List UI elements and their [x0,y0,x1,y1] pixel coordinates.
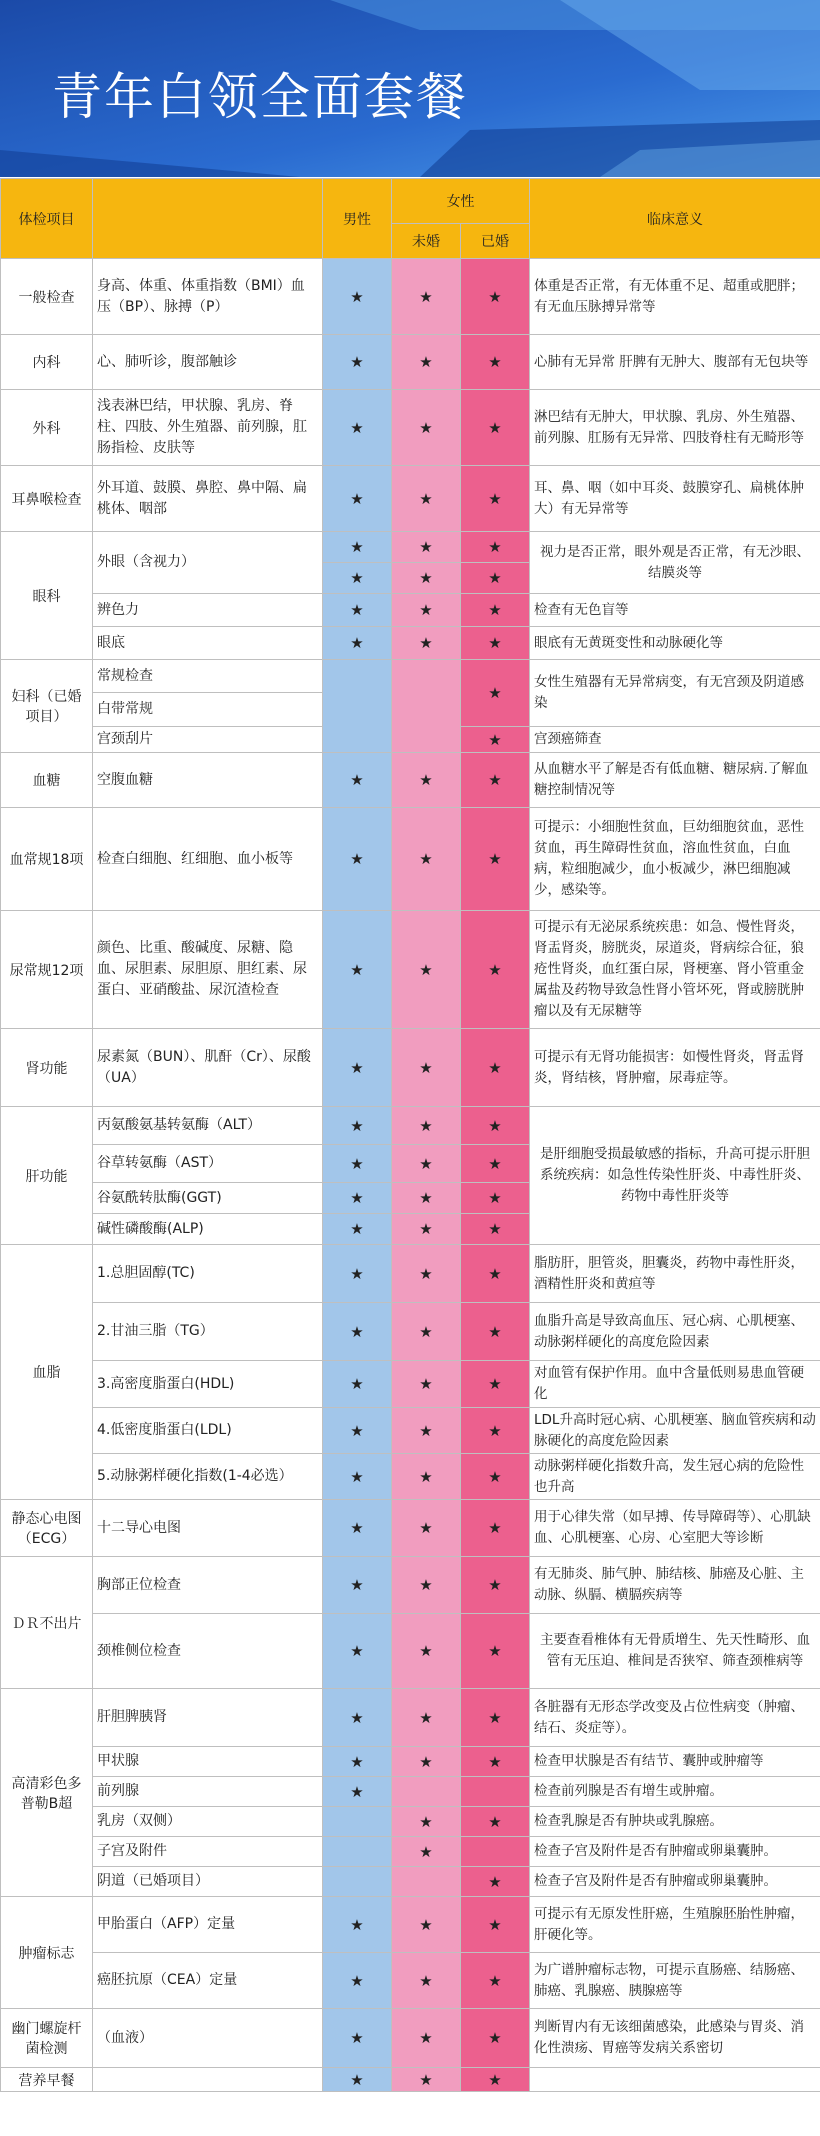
item-cell: 甲状腺 [93,1747,323,1777]
header-male: 男性 [323,179,392,259]
male-mark: ★ [323,259,392,335]
category-cell: 肝功能 [1,1107,93,1245]
unmarried-mark: ★ [392,1408,461,1454]
table-row [1,1867,820,1897]
header-item-blank [93,179,323,259]
male-empty [323,1837,392,1867]
item-cell: 4.低密度脂蛋白(LDL) [93,1408,323,1454]
table-row [1,1557,820,1614]
category-cell: 静态心电图（ECG） [1,1500,93,1557]
significance-cell: 判断胃内有无该细菌感染，此感染与胃炎、消化性溃疡、胃癌等发病关系密切 [530,2009,820,2068]
male-mark: ★ [323,1953,392,2009]
significance-cell [530,2068,820,2092]
male-mark: ★ [323,1303,392,1361]
male-mark: ★ [323,1361,392,1408]
unmarried-mark: ★ [392,466,461,532]
category-cell: 肿瘤标志 [1,1897,93,2009]
unmarried-mark: ★ [392,1807,461,1837]
significance-cell: 检查前列腺是否有增生或肿瘤。 [530,1777,820,1807]
significance-cell: 宫颈癌筛查 [530,727,820,753]
page-title: 青年白领全面套餐 [52,68,468,126]
table-row [1,1454,820,1500]
male-mark: ★ [323,1029,392,1107]
male-mark: ★ [323,1557,392,1614]
married-mark: ★ [461,1408,530,1454]
item-cell: 身高、体重、体重指数（BMI）血压（BP）、脉搏（P） [93,259,323,335]
married-mark: ★ [461,335,530,390]
table-row [1,808,820,911]
category-cell: 内科 [1,335,93,390]
header-item: 体检项目 [1,179,93,259]
significance-cell: 各脏器有无形态学改变及占位性病变（肿瘤、结石、炎症等）。 [530,1689,820,1747]
married-mark: ★ [461,1145,530,1183]
item-cell: 碱性磷酸酶(ALP) [93,1214,323,1245]
header-married: 已婚 [461,224,530,259]
category-cell: 外科 [1,390,93,466]
unmarried-empty [392,1867,461,1897]
married-mark: ★ [461,660,530,727]
married-mark: ★ [461,1807,530,1837]
male-mark: ★ [323,1454,392,1500]
male-mark: ★ [323,335,392,390]
header-banner [0,0,820,177]
significance-cell: 检查甲状腺是否有结节、囊肿或肿瘤等 [530,1747,820,1777]
married-mark: ★ [461,753,530,808]
male-mark: ★ [323,1183,392,1214]
male-empty [323,1807,392,1837]
table-row [1,627,820,660]
item-cell: 颈椎侧位检查 [93,1614,323,1689]
married-mark: ★ [461,1214,530,1245]
male-mark: ★ [323,390,392,466]
significance-cell: 淋巴结有无肿大，甲状腺、乳房、外生殖器、前列腺、肛肠有无异常、四肢脊柱有无畸形等 [530,390,820,466]
married-mark: ★ [461,532,530,563]
table-row [1,2009,820,2068]
unmarried-mark: ★ [392,1614,461,1689]
married-mark: ★ [461,1454,530,1500]
category-cell: 耳鼻喉检查 [1,466,93,532]
item-cell: 子宫及附件 [93,1837,323,1867]
significance-cell: 心肺有无异常 肝脾有无肿大、腹部有无包块等 [530,335,820,390]
significance-cell: 女性生殖器有无异常病变，有无宫颈及阴道感染 [530,660,820,727]
unmarried-mark: ★ [392,532,461,563]
unmarried-mark: ★ [392,259,461,335]
male-mark: ★ [323,563,392,594]
unmarried-mark: ★ [392,2009,461,2068]
unmarried-mark: ★ [392,1897,461,1953]
unmarried-empty [392,1777,461,1807]
item-cell: 3.高密度脂蛋白(HDL) [93,1361,323,1408]
married-mark: ★ [461,1107,530,1145]
unmarried-mark: ★ [392,1107,461,1145]
significance-cell: 检查有无色盲等 [530,594,820,627]
significance-cell: 用于心律失常（如早搏、传导障碍等）、心肌缺血、心肌梗塞、心房、心室肥大等诊断 [530,1500,820,1557]
male-mark: ★ [323,1747,392,1777]
item-cell: 辨色力 [93,594,323,627]
item-cell: 十二导心电图 [93,1500,323,1557]
item-cell: 胸部正位检查 [93,1557,323,1614]
unmarried-mark: ★ [392,1953,461,2009]
item-cell [93,2068,323,2092]
married-mark: ★ [461,466,530,532]
unmarried-mark: ★ [392,594,461,627]
significance-cell: 眼底有无黄斑变性和动脉硬化等 [530,627,820,660]
category-cell: 一般检查 [1,259,93,335]
table-row [1,1837,820,1867]
male-mark: ★ [323,2068,392,2092]
married-mark: ★ [461,627,530,660]
male-mark: ★ [323,627,392,660]
significance-cell: 耳、鼻、咽（如中耳炎、鼓膜穿孔、扁桃体肿大）有无异常等 [530,466,820,532]
checkup-table [0,178,820,2092]
significance-cell: 检查乳腺是否有肿块或乳腺癌。 [530,1807,820,1837]
male-mark: ★ [323,753,392,808]
category-cell: 血脂 [1,1245,93,1500]
header-row [1,179,820,224]
table-row [1,1953,820,2009]
married-mark: ★ [461,1361,530,1408]
unmarried-mark: ★ [392,753,461,808]
category-cell: 高清彩色多普勒B超 [1,1689,93,1897]
header-significance: 临床意义 [530,179,820,259]
significance-cell: 为广谱肿瘤标志物，可提示直肠癌、结肠癌、肺癌、乳腺癌、胰腺癌等 [530,1953,820,2009]
married-mark: ★ [461,1867,530,1897]
table-row [1,594,820,627]
male-mark: ★ [323,594,392,627]
married-mark: ★ [461,1689,530,1747]
item-cell: 甲胎蛋白（AFP）定量 [93,1897,323,1953]
married-mark: ★ [461,727,530,753]
unmarried-mark: ★ [392,1361,461,1408]
table-row [1,1245,820,1303]
category-cell: 血常规18项 [1,808,93,911]
table-row [1,1408,820,1454]
significance-cell: 体重是否正常，有无体重不足、超重或肥胖；有无血压脉搏异常等 [530,259,820,335]
category-cell: 妇科（已婚项目） [1,660,93,753]
item-cell: 阴道（已婚项目） [93,1867,323,1897]
table-row [1,1689,820,1747]
married-mark: ★ [461,1953,530,2009]
unmarried-mark: ★ [392,1145,461,1183]
table-row [1,1614,820,1689]
married-empty [461,1777,530,1807]
category-cell: 幽门螺旋杆菌检测 [1,2009,93,2068]
married-mark: ★ [461,808,530,911]
unmarried-mark: ★ [392,911,461,1029]
male-mark: ★ [323,2009,392,2068]
married-mark: ★ [461,1183,530,1214]
male-mark: ★ [323,1614,392,1689]
item-cell: 浅表淋巴结，甲状腺、乳房、脊柱、四肢、外生殖器、前列腺，肛肠指检、皮肤等 [93,390,323,466]
male-mark: ★ [323,1897,392,1953]
male-mark: ★ [323,1145,392,1183]
married-mark: ★ [461,2009,530,2068]
item-cell: 宫颈刮片 [93,727,323,753]
table-row [1,753,820,808]
unmarried-mark: ★ [392,2068,461,2092]
item-cell: 前列腺 [93,1777,323,1807]
married-mark: ★ [461,1747,530,1777]
table-row [1,1777,820,1807]
married-mark: ★ [461,1897,530,1953]
table-row [1,532,820,563]
unmarried-mark: ★ [392,1183,461,1214]
unmarried-empty [392,660,461,753]
item-cell: 常规检查 [93,660,323,693]
unmarried-mark: ★ [392,627,461,660]
married-mark: ★ [461,1614,530,1689]
unmarried-mark: ★ [392,1214,461,1245]
table-row [1,1500,820,1557]
table-row [1,1897,820,1953]
category-cell: 尿常规12项 [1,911,93,1029]
married-mark: ★ [461,1303,530,1361]
significance-cell: 可提示：小细胞性贫血，巨幼细胞贫血，恶性贫血，再生障碍性贫血，溶血性贫血，白血病，粒细胞减少，血小板减少，淋巴细胞减少，感染等。 [530,808,820,911]
header-female: 女性 [392,179,530,224]
male-mark: ★ [323,1500,392,1557]
significance-cell: 主要查看椎体有无骨质增生、先天性畸形、血管有无压迫、椎间是否狭窄、筛查颈椎病等 [530,1614,820,1689]
male-mark: ★ [323,808,392,911]
significance-cell: 是肝细胞受损最敏感的指标，升高可提示肝胆系统疾病：如急性传染性肝炎、中毒性肝炎、药物中毒性肝炎等 [530,1107,820,1245]
male-empty [323,660,392,753]
married-mark: ★ [461,911,530,1029]
significance-cell: 视力是否正常，眼外观是否正常，有无沙眼、结膜炎等 [530,532,820,594]
significance-cell: 可提示有无肾功能损害：如慢性肾炎，肾盂肾炎，肾结核，肾肿瘤，尿毒症等。 [530,1029,820,1107]
category-cell: 肾功能 [1,1029,93,1107]
male-mark: ★ [323,1245,392,1303]
significance-cell: 检查子宫及附件是否有肿瘤或卵巢囊肿。 [530,1867,820,1897]
significance-cell: 可提示有无原发性肝癌，生殖腺胚胎性肿瘤，肝硬化等。 [530,1897,820,1953]
male-mark: ★ [323,1408,392,1454]
married-mark: ★ [461,594,530,627]
item-cell: 心、肺听诊，腹部触诊 [93,335,323,390]
married-mark: ★ [461,1557,530,1614]
item-cell: 癌胚抗原（CEA）定量 [93,1953,323,2009]
male-mark: ★ [323,1107,392,1145]
married-mark: ★ [461,390,530,466]
male-mark: ★ [323,1777,392,1807]
item-cell: 外耳道、鼓膜、鼻腔、鼻中隔、扁桃体、咽部 [93,466,323,532]
category-cell: 眼科 [1,532,93,660]
unmarried-mark: ★ [392,1500,461,1557]
married-mark: ★ [461,259,530,335]
significance-cell: LDL升高时冠心病、心肌梗塞、脑血管疾病和动脉硬化的高度危险因素 [530,1408,820,1454]
item-cell: 乳房（双侧） [93,1807,323,1837]
male-mark: ★ [323,466,392,532]
category-cell: ＤＲ不出片 [1,1557,93,1689]
item-cell: 尿素氮（BUN）、肌酐（Cr）、尿酸（UA） [93,1029,323,1107]
item-cell: 丙氨酸氨基转氨酶（ALT） [93,1107,323,1145]
married-mark: ★ [461,1029,530,1107]
item-cell: 白带常规 [93,693,323,727]
married-mark: ★ [461,2068,530,2092]
item-cell: 检查白细胞、红细胞、血小板等 [93,808,323,911]
significance-cell: 动脉粥样硬化指数升高，发生冠心病的危险性也升高 [530,1454,820,1500]
item-cell: 5.动脉粥样硬化指数(1-4必选） [93,1454,323,1500]
married-mark: ★ [461,1245,530,1303]
significance-cell: 检查子宫及附件是否有肿瘤或卵巢囊肿。 [530,1837,820,1867]
item-cell: 颜色、比重、酸碱度、尿糖、隐血、尿胆素、尿胆原、胆红素、尿蛋白、亚硝酸盐、尿沉渣检查 [93,911,323,1029]
unmarried-mark: ★ [392,1747,461,1777]
table-row [1,390,820,466]
table-row [1,1303,820,1361]
item-cell: （血液） [93,2009,323,2068]
significance-cell: 对血管有保护作用。血中含量低则易患血管硬化 [530,1361,820,1408]
item-cell: 1.总胆固醇(TC) [93,1245,323,1303]
table-row [1,660,820,693]
table-row [1,2068,820,2092]
unmarried-mark: ★ [392,335,461,390]
item-cell: 2.甘油三脂（TG） [93,1303,323,1361]
unmarried-mark: ★ [392,1245,461,1303]
unmarried-mark: ★ [392,808,461,911]
male-empty [323,1867,392,1897]
significance-cell: 有无肺炎、肺气肿、肺结核、肺癌及心脏、主动脉、纵膈、横膈疾病等 [530,1557,820,1614]
table-row [1,1747,820,1777]
married-mark: ★ [461,1500,530,1557]
table-row [1,1029,820,1107]
male-mark: ★ [323,911,392,1029]
male-mark: ★ [323,1214,392,1245]
unmarried-mark: ★ [392,563,461,594]
significance-cell: 脂肪肝，胆管炎，胆囊炎，药物中毒性肝炎，酒精性肝炎和黄疸等 [530,1245,820,1303]
table-row [1,259,820,335]
category-cell: 血糖 [1,753,93,808]
male-mark: ★ [323,532,392,563]
table-row [1,1107,820,1145]
table-row [1,466,820,532]
header-unmarried: 未婚 [392,224,461,259]
unmarried-mark: ★ [392,1689,461,1747]
item-cell: 肝胆脾胰肾 [93,1689,323,1747]
significance-cell: 可提示有无泌尿系统疾患：如急、慢性肾炎，肾盂肾炎，膀胱炎，尿道炎，肾病综合征，狼疮性肾炎，血红蛋白尿，肾梗塞、肾小管重金属盐及药物导致急性肾小管坏死，肾或膀胱肿瘤以及有无尿糖等 [530,911,820,1029]
unmarried-mark: ★ [392,390,461,466]
unmarried-mark: ★ [392,1303,461,1361]
table-row [1,911,820,1029]
item-cell: 外眼（含视力） [93,532,323,594]
significance-cell: 从血糖水平了解是否有低血糖、糖尿病.了解血糖控制情况等 [530,753,820,808]
unmarried-mark: ★ [392,1454,461,1500]
married-empty [461,1837,530,1867]
unmarried-mark: ★ [392,1029,461,1107]
unmarried-mark: ★ [392,1837,461,1867]
significance-cell: 血脂升高是导致高血压、冠心病、心肌梗塞、动脉粥样硬化的高度危险因素 [530,1303,820,1361]
category-cell: 营养早餐 [1,2068,93,2092]
item-cell: 眼底 [93,627,323,660]
male-mark: ★ [323,1689,392,1747]
table-row [1,1807,820,1837]
item-cell: 谷草转氨酶（AST） [93,1145,323,1183]
table-row [1,1361,820,1408]
unmarried-mark: ★ [392,1557,461,1614]
item-cell: 谷氨酰转肽酶(GGT) [93,1183,323,1214]
table-row [1,335,820,390]
married-mark: ★ [461,563,530,594]
item-cell: 空腹血糖 [93,753,323,808]
